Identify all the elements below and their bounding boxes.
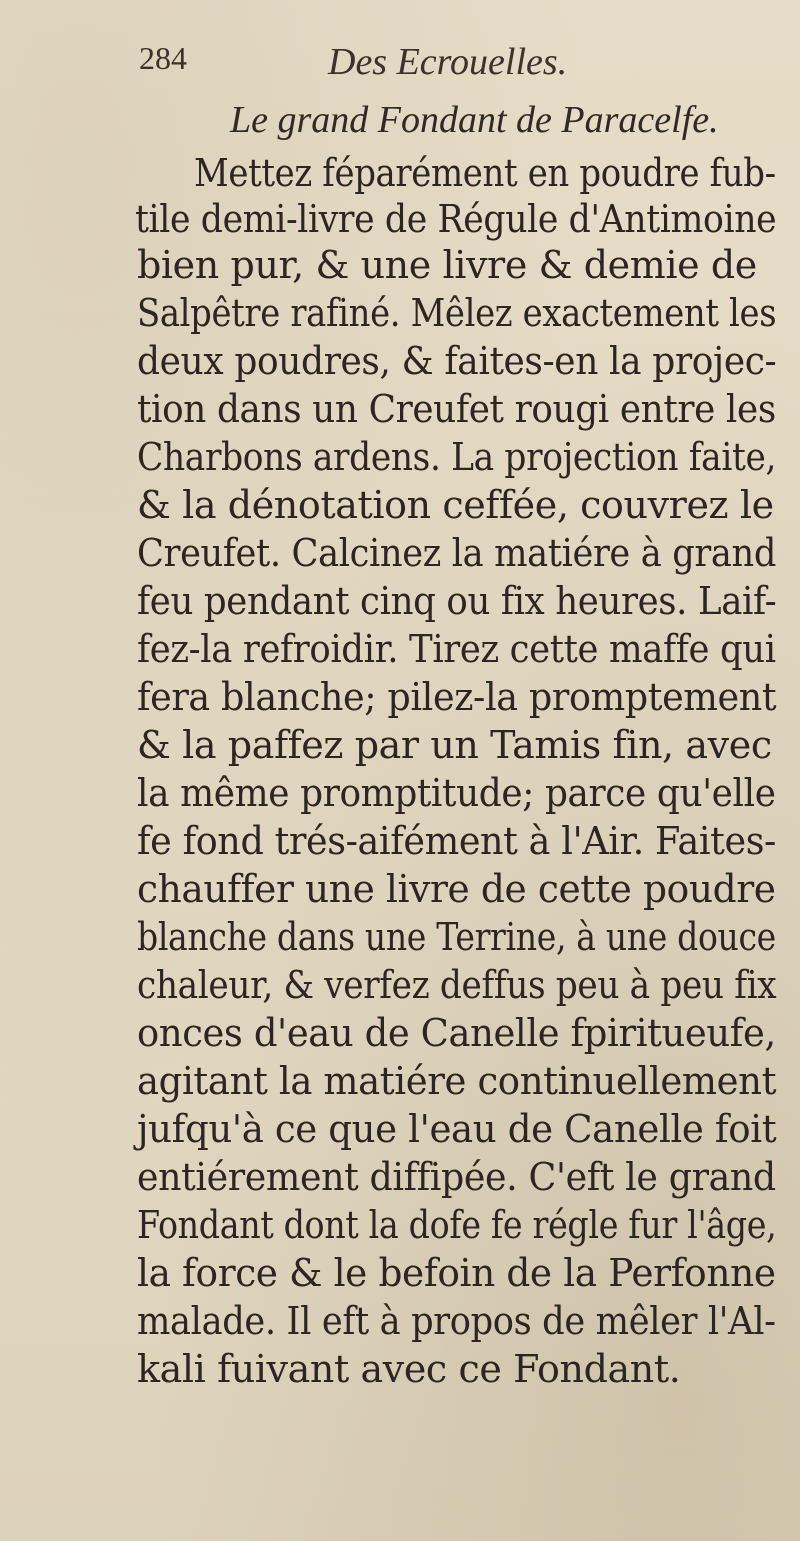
body-line: Fondant dont la dofe fe régle fur l'âge, <box>137 1203 777 1247</box>
running-head <box>0 40 800 90</box>
body-line: Mettez féparément en poudre fub- <box>194 151 776 195</box>
body-line: Charbons ardens. La projection faite, <box>137 435 777 479</box>
body-line: deux poudres, & faites-en la projec- <box>137 339 777 383</box>
body-line: malade. Il eft à propos de mêler l'Al- <box>137 1299 776 1343</box>
section-title: Le grand Fondant de Paracelfe. <box>230 99 719 141</box>
body-line: Creufet. Calcinez la matiére à grand <box>137 531 777 575</box>
running-title: Des Ecrouelles. <box>328 41 568 83</box>
body-line: la même promptitude; parce qu'elle <box>137 771 776 815</box>
body-line: tile demi-livre de Régule d'Antimoine <box>135 197 777 241</box>
body-line: chauffer une livre de cette poudre <box>137 867 776 911</box>
body-line: fe fond trés-aifément à l'Air. Faites- <box>137 819 776 863</box>
body-line: fera blanche; pilez-la promptement <box>137 675 777 719</box>
body-line: kali fuivant avec ce Fondant. <box>137 1347 681 1391</box>
body-line: jufqu'à ce que l'eau de Canelle foit <box>137 1107 777 1151</box>
body-line: tion dans un Creufet rougi entre les <box>137 387 776 431</box>
body-line: agitant la matiére continuellement <box>137 1059 777 1103</box>
body-line: Salpêtre rafiné. Mêlez exactement les <box>137 291 777 335</box>
body-line: & la dénotation ceffée, couvrez le <box>137 483 774 527</box>
body-line: fez-la refroidir. Tirez cette maffe qui <box>137 627 776 671</box>
body-line: & la paffez par un Tamis fin, avec <box>137 723 772 767</box>
body-line: bien pur, & une livre & demie de <box>137 243 757 287</box>
page-number: 284 <box>139 40 187 76</box>
body-line: entiérement diffipée. C'eft le grand <box>137 1155 776 1199</box>
body-line: feu pendant cinq ou fix heures. Laif- <box>137 579 777 623</box>
body-line: la force & le befoin de la Perfonne <box>137 1251 776 1295</box>
body-line: chaleur, & verfez deffus peu à peu fix <box>137 963 777 1007</box>
body-line: onces d'eau de Canelle fpiritueufe, <box>137 1011 776 1055</box>
body-line: blanche dans une Terrine, à une douce <box>137 915 776 959</box>
